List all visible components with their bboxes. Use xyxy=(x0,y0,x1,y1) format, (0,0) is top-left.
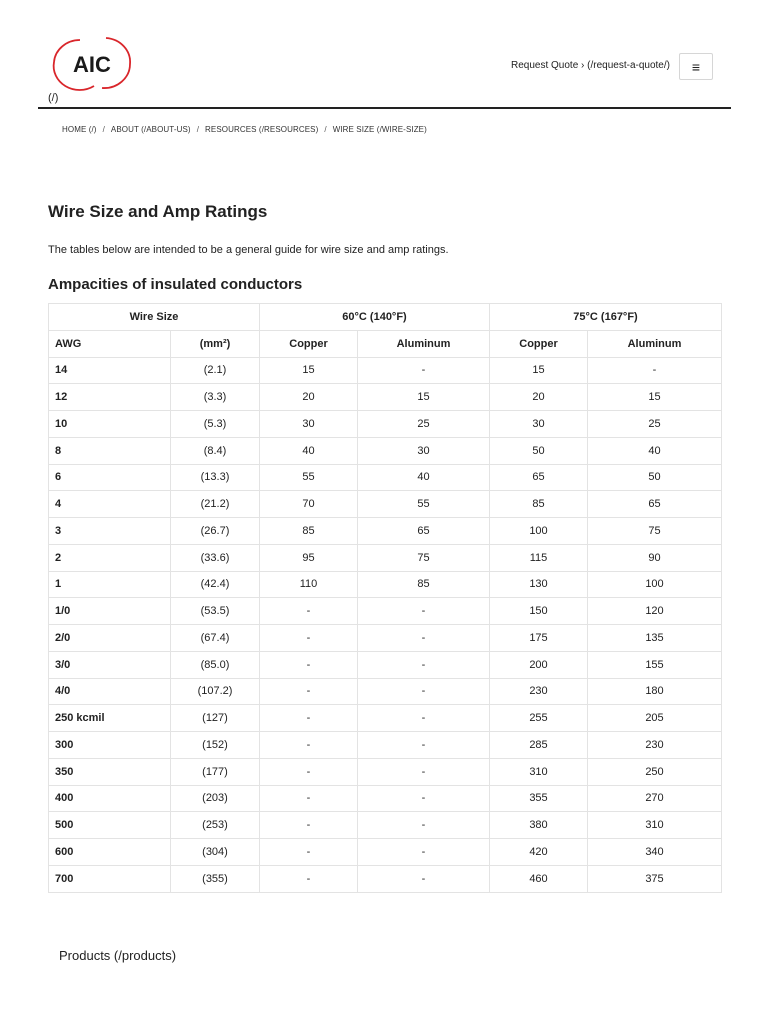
aluminum-75-cell: 100 xyxy=(588,571,722,598)
copper-60-cell: - xyxy=(260,758,358,785)
column-header-aluminum-60: Aluminum xyxy=(358,330,490,357)
awg-cell: 600 xyxy=(49,839,171,866)
table-row xyxy=(49,732,722,759)
breadcrumb-separator: / xyxy=(102,125,105,134)
copper-75-cell: 115 xyxy=(490,544,588,571)
aluminum-60-cell: - xyxy=(358,598,490,625)
table-row xyxy=(49,464,722,491)
aluminum-75-cell: 230 xyxy=(588,732,722,759)
awg-cell: 350 xyxy=(49,758,171,785)
awg-cell: 4 xyxy=(49,491,171,518)
awg-cell: 1/0 xyxy=(49,598,171,625)
copper-60-cell: - xyxy=(260,812,358,839)
aluminum-75-cell: 205 xyxy=(588,705,722,732)
mm2-cell: (85.0) xyxy=(171,651,260,678)
aluminum-75-cell: 250 xyxy=(588,758,722,785)
mm2-cell: (107.2) xyxy=(171,678,260,705)
aluminum-75-cell: 310 xyxy=(588,812,722,839)
aic-logo-mark xyxy=(50,36,134,92)
aluminum-60-cell: 40 xyxy=(358,464,490,491)
copper-60-cell: - xyxy=(260,839,358,866)
aluminum-75-cell: 180 xyxy=(588,678,722,705)
table-row xyxy=(49,865,722,892)
awg-cell: 500 xyxy=(49,812,171,839)
page-title: Wire Size and Amp Ratings xyxy=(48,202,268,221)
column-header-awg: AWG xyxy=(49,330,171,357)
mm2-cell: (33.6) xyxy=(171,544,260,571)
copper-60-cell: 30 xyxy=(260,411,358,438)
awg-cell: 3/0 xyxy=(49,651,171,678)
aluminum-75-cell: 90 xyxy=(588,544,722,571)
aluminum-60-cell: - xyxy=(358,865,490,892)
copper-75-cell: 310 xyxy=(490,758,588,785)
aluminum-75-cell: 65 xyxy=(588,491,722,518)
breadcrumb-wire-size[interactable]: WIRE SIZE (/WIRE-SIZE) xyxy=(332,125,427,134)
copper-75-cell: 100 xyxy=(490,518,588,545)
hamburger-icon: ≡ xyxy=(691,58,701,75)
column-header-copper-75: Copper xyxy=(490,330,588,357)
header-divider xyxy=(38,107,731,109)
table-row xyxy=(49,651,722,678)
awg-cell: 14 xyxy=(49,357,171,384)
aluminum-75-cell: 340 xyxy=(588,839,722,866)
group-header-75c: 75°C (167°F) xyxy=(490,304,722,331)
copper-60-cell: - xyxy=(260,625,358,652)
copper-60-cell: 70 xyxy=(260,491,358,518)
table-row xyxy=(49,518,722,545)
aluminum-60-cell: - xyxy=(358,357,490,384)
awg-cell: 2 xyxy=(49,544,171,571)
aluminum-75-cell: 120 xyxy=(588,598,722,625)
ampacity-table xyxy=(48,303,722,893)
awg-cell: 300 xyxy=(49,732,171,759)
table-row xyxy=(49,812,722,839)
mm2-cell: (152) xyxy=(171,732,260,759)
breadcrumb-separator: / xyxy=(324,125,327,134)
table-row xyxy=(49,785,722,812)
mm2-cell: (177) xyxy=(171,758,260,785)
awg-cell: 400 xyxy=(49,785,171,812)
copper-60-cell: 20 xyxy=(260,384,358,411)
table-row xyxy=(49,437,722,464)
breadcrumb-home[interactable]: HOME (/) xyxy=(62,125,97,134)
copper-75-cell: 285 xyxy=(490,732,588,759)
mm2-cell: (355) xyxy=(171,865,260,892)
aluminum-75-cell: 155 xyxy=(588,651,722,678)
mm2-cell: (53.5) xyxy=(171,598,260,625)
table-row xyxy=(49,839,722,866)
copper-60-cell: 40 xyxy=(260,437,358,464)
aluminum-60-cell: 15 xyxy=(358,384,490,411)
copper-75-cell: 130 xyxy=(490,571,588,598)
copper-75-cell: 355 xyxy=(490,785,588,812)
copper-75-cell: 85 xyxy=(490,491,588,518)
group-header-wire-size: Wire Size xyxy=(49,304,260,331)
copper-75-cell: 175 xyxy=(490,625,588,652)
mm2-cell: (8.4) xyxy=(171,437,260,464)
table-row xyxy=(49,705,722,732)
mm2-cell: (42.4) xyxy=(171,571,260,598)
mm2-cell: (13.3) xyxy=(171,464,260,491)
aluminum-60-cell: 30 xyxy=(358,437,490,464)
copper-75-cell: 255 xyxy=(490,705,588,732)
table-row xyxy=(49,411,722,438)
awg-cell: 12 xyxy=(49,384,171,411)
copper-75-cell: 230 xyxy=(490,678,588,705)
copper-75-cell: 150 xyxy=(490,598,588,625)
aluminum-75-cell: 375 xyxy=(588,865,722,892)
request-quote-link[interactable]: Request Quote › (/request-a-quote/) xyxy=(511,60,670,71)
mm2-cell: (26.7) xyxy=(171,518,260,545)
aluminum-75-cell: 25 xyxy=(588,411,722,438)
copper-75-cell: 15 xyxy=(490,357,588,384)
breadcrumb-separator: / xyxy=(196,125,200,134)
copper-60-cell: - xyxy=(260,678,358,705)
aic-logo[interactable] xyxy=(50,36,134,92)
aluminum-75-cell: - xyxy=(588,357,722,384)
aluminum-75-cell: 40 xyxy=(588,437,722,464)
mm2-cell: (203) xyxy=(171,785,260,812)
mm2-cell: (2.1) xyxy=(171,357,260,384)
aluminum-75-cell: 135 xyxy=(588,625,722,652)
copper-60-cell: 55 xyxy=(260,464,358,491)
table-row xyxy=(49,357,722,384)
copper-60-cell: 110 xyxy=(260,571,358,598)
products-link[interactable]: Products (/products) xyxy=(59,948,177,963)
mm2-cell: (5.3) xyxy=(171,411,260,438)
table-row xyxy=(49,544,722,571)
aluminum-75-cell: 75 xyxy=(588,518,722,545)
awg-cell: 4/0 xyxy=(49,678,171,705)
awg-cell: 10 xyxy=(49,411,171,438)
column-header-aluminum-75: Aluminum xyxy=(588,330,722,357)
copper-75-cell: 460 xyxy=(490,865,588,892)
table-row xyxy=(49,571,722,598)
copper-60-cell: - xyxy=(260,651,358,678)
mm2-cell: (3.3) xyxy=(171,384,260,411)
awg-cell: 250 kcmil xyxy=(49,705,171,732)
table-row xyxy=(49,598,722,625)
table-row xyxy=(49,758,722,785)
copper-60-cell: - xyxy=(260,705,358,732)
aluminum-60-cell: 25 xyxy=(358,411,490,438)
copper-60-cell: - xyxy=(260,865,358,892)
mm2-cell: (21.2) xyxy=(171,491,260,518)
awg-cell: 6 xyxy=(49,464,171,491)
table-row xyxy=(49,491,722,518)
copper-75-cell: 65 xyxy=(490,464,588,491)
aluminum-60-cell: - xyxy=(358,839,490,866)
aluminum-75-cell: 270 xyxy=(588,785,722,812)
aluminum-75-cell: 15 xyxy=(588,384,722,411)
table-row xyxy=(49,384,722,411)
menu-button[interactable] xyxy=(679,53,713,80)
aluminum-60-cell: - xyxy=(358,678,490,705)
aluminum-60-cell: 55 xyxy=(358,491,490,518)
awg-cell: 2/0 xyxy=(49,625,171,652)
awg-cell: 700 xyxy=(49,865,171,892)
copper-75-cell: 20 xyxy=(490,384,588,411)
copper-60-cell: 95 xyxy=(260,544,358,571)
mm2-cell: (67.4) xyxy=(171,625,260,652)
copper-60-cell: - xyxy=(260,785,358,812)
logo-link-text[interactable]: (/) xyxy=(48,92,59,104)
table-row xyxy=(49,625,722,652)
intro-text: The tables below are intended to be a general guide for wire size and amp ratings. xyxy=(48,244,449,256)
copper-75-cell: 30 xyxy=(490,411,588,438)
aluminum-60-cell: - xyxy=(358,785,490,812)
aluminum-60-cell: 85 xyxy=(358,571,490,598)
mm2-cell: (304) xyxy=(171,839,260,866)
aluminum-60-cell: - xyxy=(358,651,490,678)
aluminum-60-cell: - xyxy=(358,732,490,759)
copper-60-cell: 15 xyxy=(260,357,358,384)
breadcrumb-resources[interactable]: RESOURCES (/RESOURCES) xyxy=(205,125,319,134)
table-row xyxy=(49,678,722,705)
awg-cell: 8 xyxy=(49,437,171,464)
copper-60-cell: 85 xyxy=(260,518,358,545)
group-header-row xyxy=(49,304,722,331)
column-header-copper-60: Copper xyxy=(260,330,358,357)
copper-75-cell: 50 xyxy=(490,437,588,464)
mm2-cell: (253) xyxy=(171,812,260,839)
column-header-row xyxy=(49,330,722,357)
awg-cell: 1 xyxy=(49,571,171,598)
aluminum-60-cell: 65 xyxy=(358,518,490,545)
section-title: Ampacities of insulated conductors xyxy=(48,276,303,293)
ampacity-table-body xyxy=(49,357,722,892)
copper-75-cell: 420 xyxy=(490,839,588,866)
awg-cell: 3 xyxy=(49,518,171,545)
aluminum-75-cell: 50 xyxy=(588,464,722,491)
breadcrumb xyxy=(62,125,427,134)
aluminum-60-cell: - xyxy=(358,705,490,732)
logo-text: AIC xyxy=(73,52,111,77)
group-header-60c: 60°C (140°F) xyxy=(260,304,490,331)
aluminum-60-cell: - xyxy=(358,758,490,785)
aluminum-60-cell: 75 xyxy=(358,544,490,571)
copper-75-cell: 380 xyxy=(490,812,588,839)
mm2-cell: (127) xyxy=(171,705,260,732)
aluminum-60-cell: - xyxy=(358,625,490,652)
breadcrumb-about[interactable]: ABOUT (/ABOUT-US) xyxy=(110,125,191,134)
aluminum-60-cell: - xyxy=(358,812,490,839)
column-header-mm2: (mm²) xyxy=(171,330,260,357)
copper-60-cell: - xyxy=(260,598,358,625)
copper-75-cell: 200 xyxy=(490,651,588,678)
copper-60-cell: - xyxy=(260,732,358,759)
